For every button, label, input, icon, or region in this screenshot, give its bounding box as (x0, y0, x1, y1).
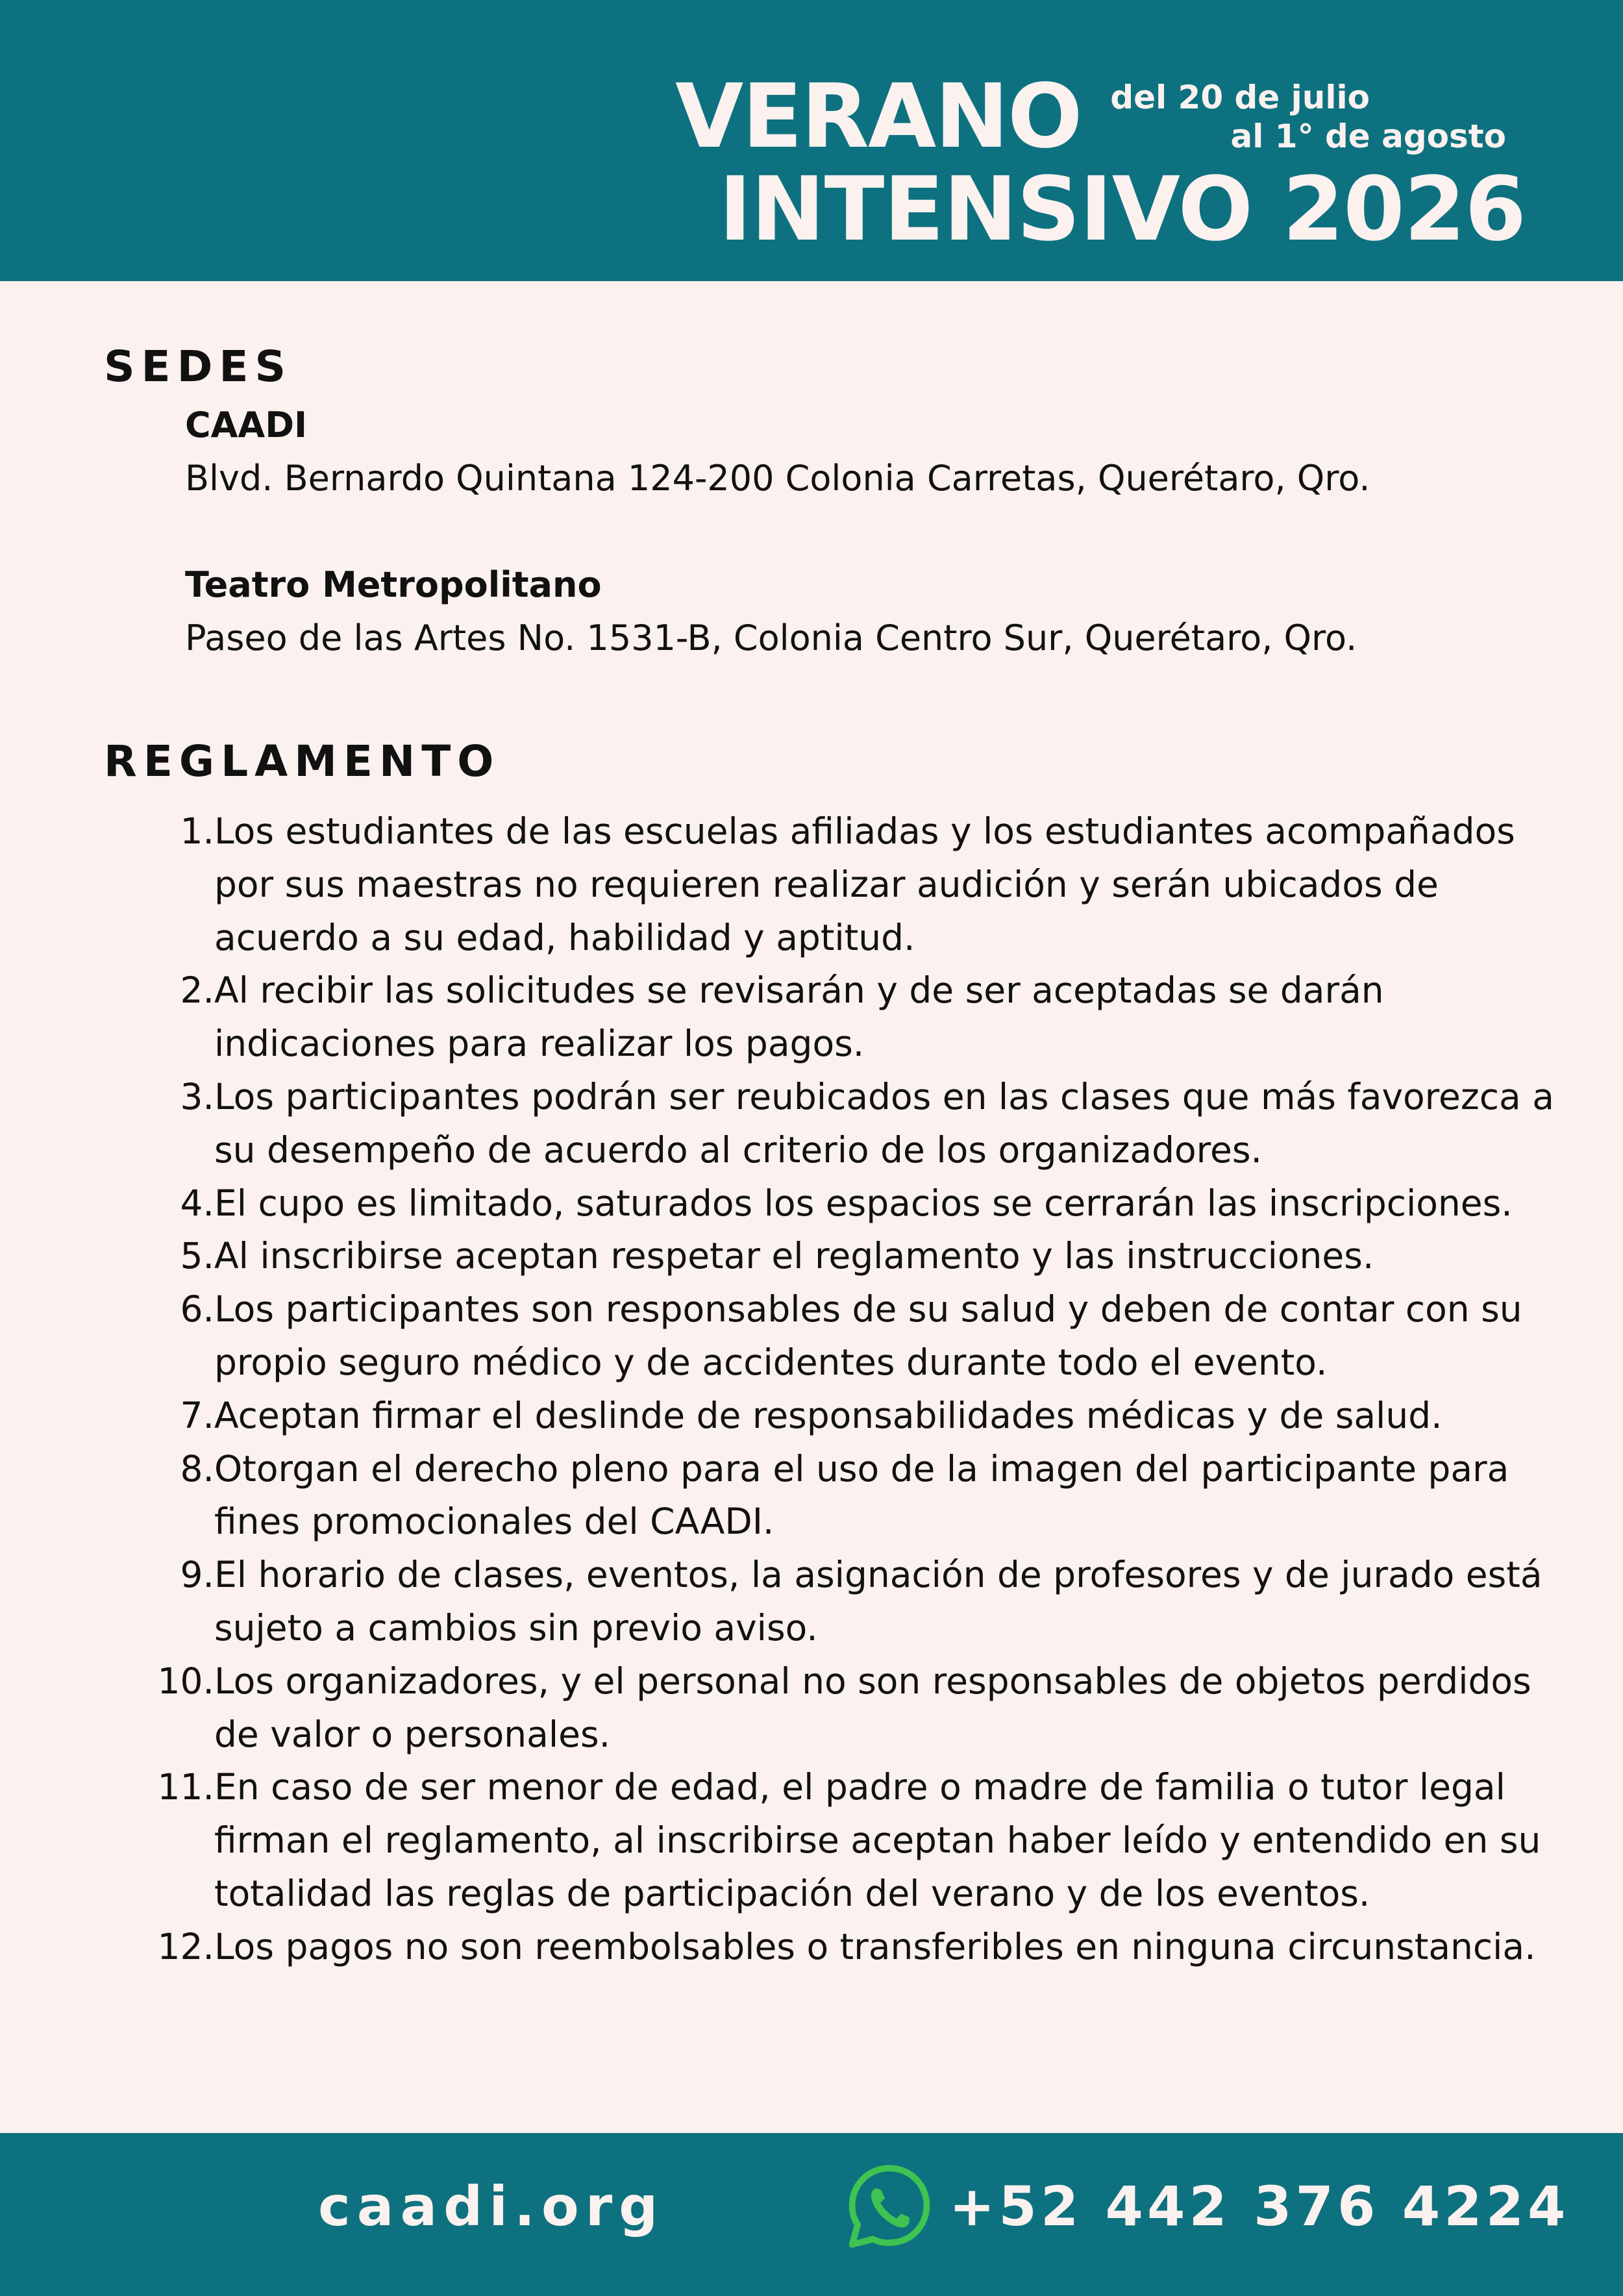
rule-text: Otorgan el derecho pleno para el uso de la imagen del participante para fines promocionales del CAADI. (214, 1447, 1509, 1543)
rule-text: Al inscribirse aceptan respetar el reglamento y las instrucciones. (214, 1235, 1374, 1277)
rule-number: 5. (180, 1235, 214, 1277)
venue-caadi (185, 399, 1548, 505)
rule-text: El cupo es limitado, saturados los espacios se cerrarán las inscripciones. (214, 1182, 1513, 1224)
rule-text: Los participantes son responsables de su salud y deben de contar con su propio seguro médico y de accidentes durante todo el evento. (214, 1288, 1522, 1383)
title-intensivo: INTENSIVO 2026 (719, 158, 1526, 261)
rule-text: Al recibir las solicitudes se revisarán y de ser aceptadas se darán indicaciones para realizar los pagos. (214, 969, 1384, 1065)
rule-item (104, 964, 1565, 1071)
rule-item (104, 1921, 1565, 1974)
rule-item (104, 1655, 1565, 1762)
rule-item (104, 1390, 1565, 1443)
rule-item (104, 1761, 1565, 1920)
rule-text: Aceptan firmar el deslinde de responsabilidades médicas y de salud. (214, 1394, 1443, 1436)
rule-item (104, 1549, 1565, 1655)
venue-address: Blvd. Bernardo Quintana 124-200 Colonia Carretas, Querétaro, Qro. (185, 458, 1370, 499)
rule-number: 2. (180, 969, 214, 1012)
venue-teatro-metropolitano (185, 558, 1548, 665)
rule-text: Los pagos no son reembolsables o transferibles en ninguna circunstancia. (214, 1925, 1536, 1967)
rule-text: En caso de ser menor de edad, el padre o madre de familia o tutor legal firman el reglamento, al inscribirse aceptan haber leído y entendido en su totalidad las reglas de participación del verano y de los eventos. (214, 1766, 1541, 1914)
rule-number: 9. (180, 1554, 214, 1596)
venue-name: Teatro Metropolitano (185, 564, 602, 605)
rule-number: 6. (180, 1288, 214, 1330)
rule-number: 4. (180, 1182, 214, 1224)
rule-number: 12. (157, 1925, 214, 1967)
date-start: del 20 de julio (1110, 79, 1370, 116)
rule-item (104, 1071, 1565, 1177)
rule-item (104, 1177, 1565, 1230)
rule-item (104, 805, 1565, 964)
rule-text: El horario de clases, eventos, la asignación de profesores y de jurado está sujeto a cambios sin previo aviso. (214, 1554, 1542, 1649)
rule-number: 11. (157, 1766, 214, 1808)
date-end: al 1° de agosto (1230, 118, 1506, 155)
rule-number: 1. (180, 810, 214, 852)
rule-text: Los organizadores, y el personal no son responsables de objetos perdidos de valor o personales. (214, 1660, 1531, 1755)
whatsapp-icon (844, 2161, 935, 2252)
rule-item (104, 1283, 1565, 1390)
title-verano: VERANO (675, 66, 1082, 168)
venue-name: CAADI (185, 405, 308, 445)
venue-address: Paseo de las Artes No. 1531-B, Colonia Centro Sur, Querétaro, Qro. (185, 618, 1357, 658)
rule-number: 10. (157, 1660, 214, 1702)
rule-number: 3. (180, 1075, 214, 1117)
event-dates (1084, 78, 1506, 156)
sedes-heading: SEDES (104, 342, 293, 392)
header-banner (0, 0, 1623, 281)
rule-text: Los participantes podrán ser reubicados en las clases que más favorezca a su desempeño de acuerdo al criterio de los organizadores. (214, 1075, 1554, 1171)
website-link[interactable]: caadi.org (318, 2175, 665, 2238)
reglamento-heading: REGLAMENTO (104, 736, 501, 786)
phone-number[interactable]: +52 442 376 4224 (949, 2175, 1570, 2238)
rule-number: 7. (180, 1394, 214, 1436)
rule-item (104, 1443, 1565, 1549)
rules-list (104, 805, 1565, 1974)
rule-item (104, 1230, 1565, 1283)
rule-text: Los estudiantes de las escuelas afiliadas y los estudiantes acompañados por sus maestras no requieren realizar audición y serán ubicados de acuerdo a su edad, habilidad y aptitud. (214, 810, 1515, 958)
rule-number: 8. (180, 1447, 214, 1490)
